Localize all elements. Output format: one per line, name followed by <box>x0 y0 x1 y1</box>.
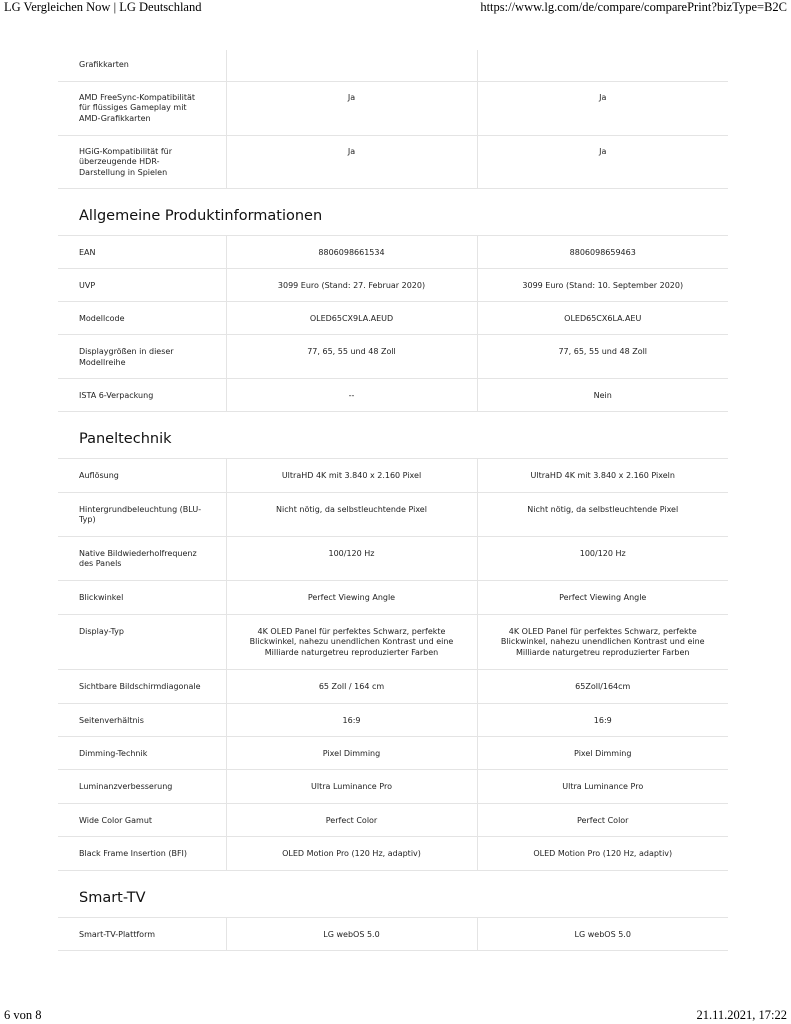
row-label: Black Frame Insertion (BFI) <box>58 836 226 870</box>
spec-table-general <box>58 236 728 413</box>
row-label: AMD FreeSync-Kompatibilität für flüssiges Gameplay mit AMD-Grafikkarten <box>58 81 226 135</box>
row-label: Wide Color Gamut <box>58 803 226 836</box>
row-value-1: 77, 65, 55 und 48 Zoll <box>226 335 477 379</box>
row-value-2: Perfect Color <box>477 803 728 836</box>
spec-table-smarttv <box>58 918 728 952</box>
table-row <box>58 379 728 412</box>
row-label: Smart-TV-Plattform <box>58 918 226 951</box>
row-value-2 <box>477 50 728 81</box>
row-value-1: Pixel Dimming <box>226 736 477 769</box>
row-label: Native Bildwiederholfrequenz des Panels <box>58 536 226 580</box>
row-label: Modellcode <box>58 302 226 335</box>
row-value-2: LG webOS 5.0 <box>477 918 728 951</box>
section-title-smarttv: Smart-TV <box>58 871 728 918</box>
row-value-2: 77, 65, 55 und 48 Zoll <box>477 335 728 379</box>
row-value-2: Ultra Luminance Pro <box>477 769 728 803</box>
row-value-2: 4K OLED Panel für perfektes Schwarz, perfekte Blickwinkel, nahezu unendlichen Kontrast und eine Milliarde naturgetreu reproduzierter Farben <box>477 614 728 669</box>
row-value-1 <box>226 50 477 81</box>
row-label: Grafikkarten <box>58 50 226 81</box>
print-timestamp: 21.11.2021, 17:22 <box>696 1008 787 1022</box>
row-label: ISTA 6-Verpackung <box>58 379 226 412</box>
row-value-1: LG webOS 5.0 <box>226 918 477 951</box>
table-row <box>58 918 728 951</box>
table-row <box>58 769 728 803</box>
row-label: Luminanzverbesserung <box>58 769 226 803</box>
row-label: Display-Typ <box>58 614 226 669</box>
table-row <box>58 335 728 379</box>
table-row <box>58 236 728 269</box>
row-value-1: Perfect Color <box>226 803 477 836</box>
print-header-url: https://www.lg.com/de/compare/comparePrint?bizType=B2C <box>480 0 787 14</box>
table-row <box>58 536 728 580</box>
row-value-2: UltraHD 4K mit 3.840 x 2.160 Pixeln <box>477 459 728 492</box>
page-number: 6 von 8 <box>4 1008 42 1022</box>
table-row <box>58 459 728 492</box>
spec-table-panel <box>58 459 728 871</box>
table-row <box>58 302 728 335</box>
row-value-2: 8806098659463 <box>477 236 728 269</box>
row-value-1: Perfect Viewing Angle <box>226 580 477 614</box>
row-label: Dimming-Technik <box>58 736 226 769</box>
row-value-1: UltraHD 4K mit 3.840 x 2.160 Pixel <box>226 459 477 492</box>
row-value-1: Ultra Luminance Pro <box>226 769 477 803</box>
table-row <box>58 492 728 536</box>
table-row <box>58 836 728 870</box>
row-value-1: 65 Zoll / 164 cm <box>226 669 477 703</box>
section-title-general: Allgemeine Produktinformationen <box>58 189 728 236</box>
table-row <box>58 269 728 302</box>
table-row <box>58 803 728 836</box>
row-value-1: OLED Motion Pro (120 Hz, adaptiv) <box>226 836 477 870</box>
section-title-panel: Paneltechnik <box>58 412 728 459</box>
row-value-2: Ja <box>477 81 728 135</box>
table-row <box>58 135 728 188</box>
row-value-2: 3099 Euro (Stand: 10. September 2020) <box>477 269 728 302</box>
row-label: Sichtbare Bildschirmdiagonale <box>58 669 226 703</box>
row-label: Seitenverhältnis <box>58 703 226 736</box>
row-value-2: 16:9 <box>477 703 728 736</box>
row-value-1: 8806098661534 <box>226 236 477 269</box>
row-label: Hintergrundbeleuchtung (BLU-Typ) <box>58 492 226 536</box>
row-value-2: Perfect Viewing Angle <box>477 580 728 614</box>
row-value-1: -- <box>226 379 477 412</box>
spec-table-gaming <box>58 50 728 189</box>
row-value-2: Pixel Dimming <box>477 736 728 769</box>
row-label: Auflösung <box>58 459 226 492</box>
table-row <box>58 614 728 669</box>
row-value-1: Ja <box>226 81 477 135</box>
print-header-title: LG Vergleichen Now | LG Deutschland <box>4 0 202 14</box>
row-label: UVP <box>58 269 226 302</box>
row-value-1: Nicht nötig, da selbstleuchtende Pixel <box>226 492 477 536</box>
row-label: EAN <box>58 236 226 269</box>
print-header <box>0 0 791 15</box>
print-footer <box>0 1008 791 1023</box>
table-row <box>58 580 728 614</box>
row-value-1: Ja <box>226 135 477 188</box>
row-value-2: Ja <box>477 135 728 188</box>
row-label: Displaygrößen in dieser Modellreihe <box>58 335 226 379</box>
table-row <box>58 703 728 736</box>
row-value-1: OLED65CX9LA.AEUD <box>226 302 477 335</box>
compare-content <box>58 50 728 951</box>
row-value-1: 100/120 Hz <box>226 536 477 580</box>
row-label: Blickwinkel <box>58 580 226 614</box>
row-value-2: 65Zoll/164cm <box>477 669 728 703</box>
table-row <box>58 669 728 703</box>
row-value-2: Nicht nötig, da selbstleuchtende Pixel <box>477 492 728 536</box>
row-label: HGiG-Kompatibilität für überzeugende HDR-Darstellung in Spielen <box>58 135 226 188</box>
table-row <box>58 81 728 135</box>
row-value-1: 16:9 <box>226 703 477 736</box>
table-row <box>58 736 728 769</box>
row-value-2: OLED65CX6LA.AEU <box>477 302 728 335</box>
row-value-1: 4K OLED Panel für perfektes Schwarz, perfekte Blickwinkel, nahezu unendlichen Kontrast und eine Milliarde naturgetreu reproduzierter Farben <box>226 614 477 669</box>
row-value-2: 100/120 Hz <box>477 536 728 580</box>
row-value-2: OLED Motion Pro (120 Hz, adaptiv) <box>477 836 728 870</box>
row-value-1: 3099 Euro (Stand: 27. Februar 2020) <box>226 269 477 302</box>
table-row <box>58 50 728 81</box>
row-value-2: Nein <box>477 379 728 412</box>
